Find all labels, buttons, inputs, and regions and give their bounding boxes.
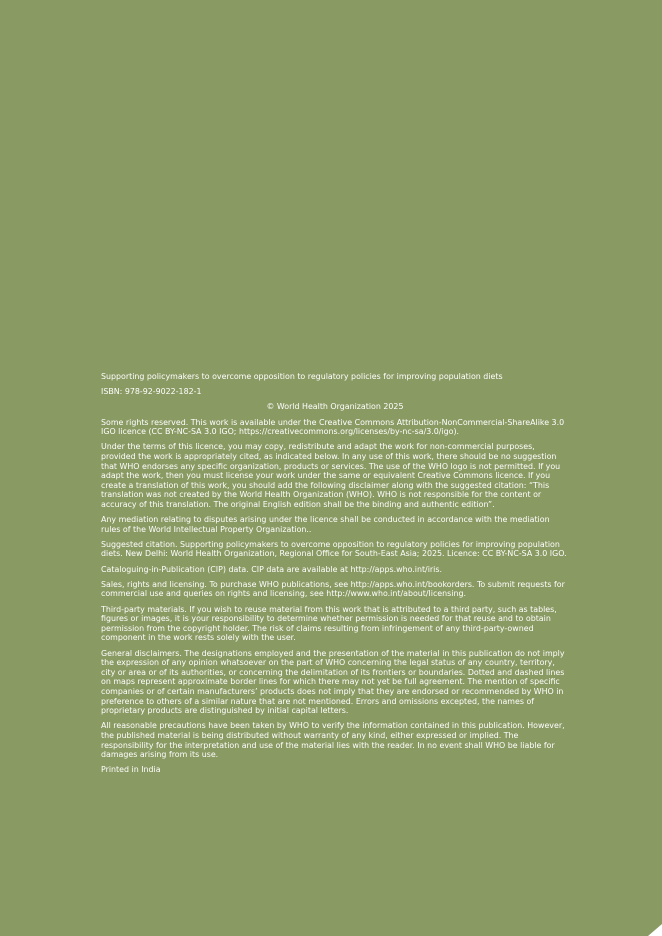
printed-line: Printed in India bbox=[101, 765, 161, 775]
precautions-paragraph: All reasonable precautions have been taken by WHO to verify the information contained in this publication. However, the published material is being distributed without warranty of any kind, either expressed or implied. The responsibility for the interpretation and use of the material lies with the reader. In no event shall WHO be liable for damages arising from its use. bbox=[101, 721, 565, 760]
copyright-line: © World Health Organization 2025 bbox=[266, 402, 404, 412]
cip-paragraph: Cataloguing-in-Publication (CIP) data. CIP data are available at http://apps.who.int/iris. bbox=[101, 564, 442, 574]
rights-paragraph: Some rights reserved. This work is available under the Creative Commons Attribution-NonCommercial-ShareAlike 3.0 IGO licence (CC BY-NC-SA 3.0 IGO; https://creativecommons.org/licenses/by-nc-sa/3.0/igo). bbox=[101, 417, 565, 437]
mediation-paragraph: Any mediation relating to disputes arising under the licence shall be conducted in accordance with the mediation rules of the World Intellectual Property Organization.. bbox=[101, 515, 550, 534]
third-party-paragraph: Third-party materials. If you wish to reuse material from this work that is attributed to a third party, such as tables, figures or images, it is your responsibility to determine whether permission is needed for that reuse and to obtain permission from the copyright holder. The risk of claims resulting from infringement of any third-party-owned component in the work rests solely with the user. bbox=[101, 604, 557, 643]
page-curl-corner bbox=[648, 924, 662, 936]
general-disclaimers-paragraph: General disclaimers. The designations employed and the presentation of the material in this publication do not imply the expression of any opinion whatsoever on the part of WHO concerning the legal status of any country, territory, city or area or of its authorities, or concerning the delimitation of its frontiers or boundaries. Dotted and dashed lines on maps represent approximate border lines for which there may not yet be full agreement. The mention of specific companies or of certain manufacturers’ products does not imply that they are endorsed or recommended by WHO in preference to others of a similar nature that are not mentioned. Errors and omissions excepted, the names of proprietary products are distinguished by initial capital letters. bbox=[101, 648, 565, 716]
isbn-line: ISBN: 978-92-9022-182-1 bbox=[101, 387, 202, 397]
licence-terms-paragraph: Under the terms of this licence, you may copy, redistribute and adapt the work for non-commercial purposes, provided the work is appropriately cited, as indicated below. In any use of this work, there should be no suggestion that WHO endorses any specific organization, products or services. The use of the WHO logo is not permitted. If you adapt the work, then you must license your work under the same or equivalent Creative Commons licence. If you create a translation of this work, you should add the following disclaimer along with the suggested citation: “This translation was not created by the World Health Organization (WHO). WHO is not responsible for the content or accuracy of this translation. The original English edition shall be the binding and authentic edition”. bbox=[101, 442, 561, 509]
publication-title-line: Supporting policymakers to overcome opposition to regulatory policies for improving population diets bbox=[101, 372, 503, 381]
sales-paragraph: Sales, rights and licensing. To purchase WHO publications, see http://apps.who.int/bookorders. To submit requests for commercial use and queries on rights and licensing, see http://www.who.int/about/licensing. bbox=[101, 579, 565, 599]
imprint-block bbox=[101, 372, 569, 781]
citation-paragraph: Suggested citation. Supporting policymakers to overcome opposition to regulatory policies for improving population diets. New Delhi: World Health Organization, Regional Office for South-East Asia; 2025. Licence: CC BY-NC-SA 3.0 IGO. bbox=[101, 539, 567, 559]
